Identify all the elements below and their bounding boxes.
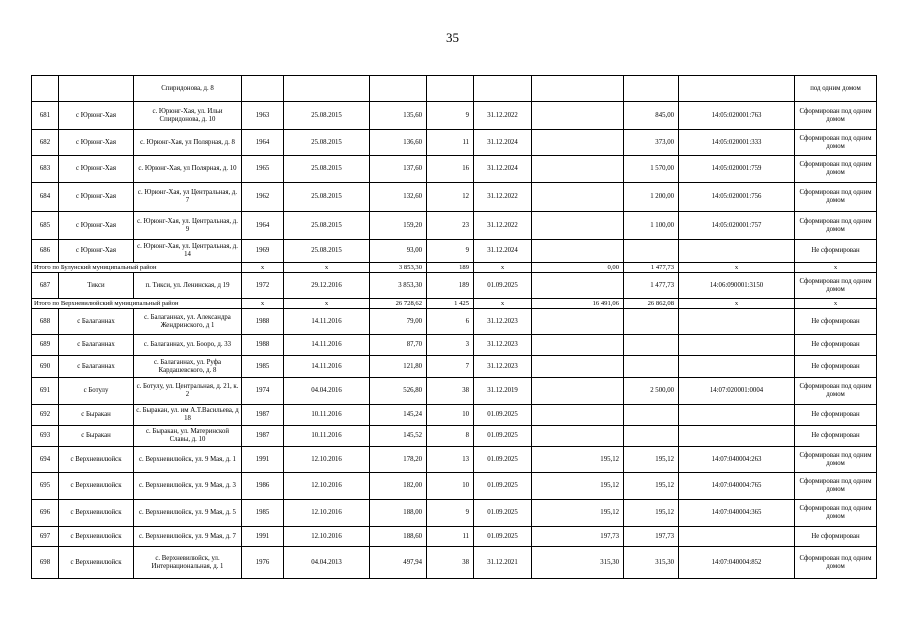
year-built: 1969 <box>242 240 284 263</box>
land-area <box>532 356 624 378</box>
settlement: с Верхневилюйск <box>59 500 134 527</box>
land-area: 16 491,06 <box>532 299 624 309</box>
area: 3 853,30 <box>370 263 427 273</box>
residents: 9 <box>427 500 474 527</box>
plot-status: Не сформирован <box>795 309 877 335</box>
resettlement-date: 31.12.2024 <box>474 130 532 156</box>
area <box>370 76 427 102</box>
cadastral-number: x <box>679 263 795 273</box>
cadastral-number: 14:05:020001:757 <box>679 212 795 240</box>
plot-area: 195,12 <box>624 473 679 500</box>
address: Спиридонова, д. 8 <box>134 76 242 102</box>
plot-area <box>624 309 679 335</box>
land-area: 195,12 <box>532 473 624 500</box>
residents: 6 <box>427 309 474 335</box>
cadastral-number: x <box>679 299 795 309</box>
table-row <box>32 547 877 579</box>
plot-status: Не сформирован <box>795 335 877 356</box>
plot-status: Сформирован под одним домом <box>795 183 877 212</box>
resettlement-date: 31.12.2023 <box>474 356 532 378</box>
cadastral-number: 14:07:040004:852 <box>679 547 795 579</box>
resettlement-date: x <box>474 299 532 309</box>
resettlement-date <box>474 76 532 102</box>
settlement: с Балаганнах <box>59 335 134 356</box>
plot-area: 1 200,00 <box>624 183 679 212</box>
settlement: с Юрюнг-Хая <box>59 156 134 183</box>
area: 135,60 <box>370 102 427 130</box>
row-number: 691 <box>32 378 59 405</box>
residents: 38 <box>427 378 474 405</box>
settlement: Тикси <box>59 273 134 299</box>
row-number: 692 <box>32 405 59 426</box>
plot-area: 195,12 <box>624 447 679 473</box>
plot-status: Сформирован под одним домом <box>795 156 877 183</box>
land-area <box>532 309 624 335</box>
address: с. Ботулу, ул. Центральная, д. 21, к. 2 <box>134 378 242 405</box>
plot-status: Сформирован под одним домом <box>795 102 877 130</box>
resettlement-date: 31.12.2022 <box>474 212 532 240</box>
settlement: с Балаганнах <box>59 309 134 335</box>
table-body <box>32 76 877 579</box>
table-row <box>32 240 877 263</box>
table-row <box>32 212 877 240</box>
emergency-date: 25.08.2015 <box>284 156 370 183</box>
emergency-date: 25.08.2015 <box>284 102 370 130</box>
table-row <box>32 76 877 102</box>
resettlement-date: 01.09.2025 <box>474 447 532 473</box>
emergency-date: 14.11.2016 <box>284 356 370 378</box>
area: 3 853,30 <box>370 273 427 299</box>
plot-area: 845,00 <box>624 102 679 130</box>
residents: 10 <box>427 473 474 500</box>
plot-area: 1 477,73 <box>624 273 679 299</box>
plot-status: x <box>795 299 877 309</box>
emergency-date: 25.08.2015 <box>284 240 370 263</box>
land-area <box>532 156 624 183</box>
address: с. Юрюнг-Хая, ул Полярная, д. 10 <box>134 156 242 183</box>
cadastral-number: 14:05:020001:756 <box>679 183 795 212</box>
cadastral-number <box>679 527 795 547</box>
total-label: Итого по Булунский муниципальный район <box>32 263 242 273</box>
emergency-date: 29.12.2016 <box>284 273 370 299</box>
plot-status: Сформирован под одним домом <box>795 447 877 473</box>
residents: 7 <box>427 356 474 378</box>
emergency-date: x <box>284 263 370 273</box>
address: с. Юрюнг-Хая, ул. Центральная, д. 14 <box>134 240 242 263</box>
row-number: 698 <box>32 547 59 579</box>
total-row <box>32 299 877 309</box>
address: с. Быракан, ул. им А.Т.Васильева, д 18 <box>134 405 242 426</box>
plot-area: 2 500,00 <box>624 378 679 405</box>
plot-status: Сформирован под одним домом <box>795 212 877 240</box>
residents: 13 <box>427 447 474 473</box>
settlement: с Ботулу <box>59 378 134 405</box>
plot-status: Сформирован под одним домом <box>795 273 877 299</box>
land-area <box>532 102 624 130</box>
cadastral-number <box>679 356 795 378</box>
year-built: 1965 <box>242 156 284 183</box>
year-built: 1988 <box>242 309 284 335</box>
area: 188,60 <box>370 527 427 547</box>
cadastral-number <box>679 426 795 447</box>
address: п. Тикси, ул. Ленинская, д 19 <box>134 273 242 299</box>
emergency-date: 14.11.2016 <box>284 335 370 356</box>
plot-area <box>624 426 679 447</box>
plot-area: 1 100,00 <box>624 212 679 240</box>
table-row <box>32 130 877 156</box>
table-row <box>32 447 877 473</box>
plot-status: Сформирован под одним домом <box>795 500 877 527</box>
cadastral-number: 14:07:020001:0004 <box>679 378 795 405</box>
resettlement-date: 01.09.2025 <box>474 405 532 426</box>
residents: 16 <box>427 156 474 183</box>
resettlement-date: 01.09.2025 <box>474 527 532 547</box>
row-number: 697 <box>32 527 59 547</box>
resettlement-date: 01.09.2025 <box>474 473 532 500</box>
emergency-date: 12.10.2016 <box>284 527 370 547</box>
row-number: 688 <box>32 309 59 335</box>
year-built: 1985 <box>242 500 284 527</box>
residents: 8 <box>427 426 474 447</box>
row-number: 696 <box>32 500 59 527</box>
area: 121,80 <box>370 356 427 378</box>
cadastral-number: 14:06:090001:3150 <box>679 273 795 299</box>
land-area <box>532 378 624 405</box>
land-area <box>532 273 624 299</box>
area: 497,94 <box>370 547 427 579</box>
cadastral-number <box>679 240 795 263</box>
plot-status: Не сформирован <box>795 426 877 447</box>
residents: 11 <box>427 527 474 547</box>
land-area <box>532 240 624 263</box>
emergency-date: 25.08.2015 <box>284 130 370 156</box>
year-built: 1986 <box>242 473 284 500</box>
resettlement-date: 31.12.2022 <box>474 183 532 212</box>
plot-area <box>624 76 679 102</box>
year-built: 1987 <box>242 405 284 426</box>
area: 87,70 <box>370 335 427 356</box>
residents: 1 425 <box>427 299 474 309</box>
plot-area: 1 477,73 <box>624 263 679 273</box>
settlement: с Верхневилюйск <box>59 547 134 579</box>
table-row <box>32 356 877 378</box>
row-number: 693 <box>32 426 59 447</box>
resettlement-date: 31.12.2021 <box>474 547 532 579</box>
address: с. Балаганнах, ул. Александра Жендринского, д 1 <box>134 309 242 335</box>
address: с. Верхневилюйск, ул. 9 Мая, д. 5 <box>134 500 242 527</box>
area: 145,24 <box>370 405 427 426</box>
area: 137,60 <box>370 156 427 183</box>
area: 79,00 <box>370 309 427 335</box>
row-number <box>32 76 59 102</box>
settlement: с Верхневилюйск <box>59 527 134 547</box>
total-label: Итого по Верхневилюйский муниципальный район <box>32 299 242 309</box>
residents: 189 <box>427 263 474 273</box>
area: 178,20 <box>370 447 427 473</box>
address: с. Быракан, ул. Материнской Славы, д. 10 <box>134 426 242 447</box>
plot-area <box>624 335 679 356</box>
area: 93,00 <box>370 240 427 263</box>
settlement: с Быракан <box>59 426 134 447</box>
settlement: с Юрюнг-Хая <box>59 102 134 130</box>
year-built: 1964 <box>242 212 284 240</box>
emergency-date: 10.11.2016 <box>284 405 370 426</box>
year-built: 1985 <box>242 356 284 378</box>
settlement: с Юрюнг-Хая <box>59 240 134 263</box>
resettlement-date: 01.09.2025 <box>474 426 532 447</box>
area: 132,60 <box>370 183 427 212</box>
table-row <box>32 405 877 426</box>
address: с. Балаганнах, ул. Руфа Кардашевского, д. 8 <box>134 356 242 378</box>
cadastral-number: 14:05:020001:333 <box>679 130 795 156</box>
row-number: 690 <box>32 356 59 378</box>
row-number: 687 <box>32 273 59 299</box>
table-row <box>32 527 877 547</box>
area: 526,80 <box>370 378 427 405</box>
row-number: 695 <box>32 473 59 500</box>
address: с. Юрюнг-Хая, ул Полярная, д. 8 <box>134 130 242 156</box>
plot-status: Не сформирован <box>795 405 877 426</box>
year-built: 1988 <box>242 335 284 356</box>
land-area <box>532 335 624 356</box>
area: 136,60 <box>370 130 427 156</box>
residents: 3 <box>427 335 474 356</box>
plot-area: 373,00 <box>624 130 679 156</box>
area: 188,00 <box>370 500 427 527</box>
settlement: с Балаганнах <box>59 356 134 378</box>
cadastral-number: 14:07:040004:765 <box>679 473 795 500</box>
settlement: с Юрюнг-Хая <box>59 183 134 212</box>
year-built: 1974 <box>242 378 284 405</box>
plot-status: Сформирован под одним домом <box>795 547 877 579</box>
emergency-date: 04.04.2013 <box>284 547 370 579</box>
residents: 10 <box>427 405 474 426</box>
address: с. Юрюнг-Хая, ул. Центральная, д. 9 <box>134 212 242 240</box>
table-row <box>32 309 877 335</box>
address: с. Верхневилюйск, ул. Интернациональная, д. 1 <box>134 547 242 579</box>
address: с. Верхневилюйск, ул. 9 Мая, д. 3 <box>134 473 242 500</box>
year-built: x <box>242 263 284 273</box>
page-number: 35 <box>446 30 459 45</box>
table-row <box>32 426 877 447</box>
plot-status: Не сформирован <box>795 240 877 263</box>
resettlement-date: 31.12.2023 <box>474 309 532 335</box>
row-number: 686 <box>32 240 59 263</box>
resettlement-date: 31.12.2023 <box>474 335 532 356</box>
residents: 38 <box>427 547 474 579</box>
settlement: с Верхневилюйск <box>59 447 134 473</box>
residents: 189 <box>427 273 474 299</box>
emergency-date: 25.08.2015 <box>284 212 370 240</box>
land-area <box>532 183 624 212</box>
area: 145,52 <box>370 426 427 447</box>
land-area <box>532 426 624 447</box>
settlement: с Юрюнг-Хая <box>59 212 134 240</box>
settlement: с Юрюнг-Хая <box>59 130 134 156</box>
residents: 9 <box>427 240 474 263</box>
area: 159,20 <box>370 212 427 240</box>
area: 182,00 <box>370 473 427 500</box>
address: с. Юрюнг-Хая, ул Центральная, д. 7 <box>134 183 242 212</box>
total-row <box>32 263 877 273</box>
emergency-date: 04.04.2016 <box>284 378 370 405</box>
row-number: 683 <box>32 156 59 183</box>
cadastral-number: 14:05:020001:763 <box>679 102 795 130</box>
address: с. Юрюнг-Хая, ул. Ильи Спиридонова, д. 10 <box>134 102 242 130</box>
row-number: 685 <box>32 212 59 240</box>
row-number: 694 <box>32 447 59 473</box>
table-row <box>32 273 877 299</box>
cadastral-number <box>679 76 795 102</box>
year-built: 1991 <box>242 527 284 547</box>
residents <box>427 76 474 102</box>
year-built: 1963 <box>242 102 284 130</box>
residents: 12 <box>427 183 474 212</box>
resettlement-date: 31.12.2022 <box>474 102 532 130</box>
land-area: 195,12 <box>532 447 624 473</box>
table-row <box>32 473 877 500</box>
residents: 23 <box>427 212 474 240</box>
cadastral-number: 14:07:040004:263 <box>679 447 795 473</box>
emergency-date: 12.10.2016 <box>284 447 370 473</box>
residents: 11 <box>427 130 474 156</box>
land-area <box>532 405 624 426</box>
resettlement-date: 31.12.2019 <box>474 378 532 405</box>
land-area <box>532 212 624 240</box>
year-built: 1972 <box>242 273 284 299</box>
emergency-date <box>284 76 370 102</box>
land-area: 0,00 <box>532 263 624 273</box>
year-built <box>242 76 284 102</box>
plot-area <box>624 240 679 263</box>
emergency-date: 12.10.2016 <box>284 473 370 500</box>
resettlement-date: 01.09.2025 <box>474 273 532 299</box>
plot-status: Сформирован под одним домом <box>795 473 877 500</box>
land-area: 195,12 <box>532 500 624 527</box>
emergency-date: 25.08.2015 <box>284 183 370 212</box>
plot-status: под одним домом <box>795 76 877 102</box>
row-number: 682 <box>32 130 59 156</box>
housing-registry-table <box>31 75 877 579</box>
cadastral-number <box>679 405 795 426</box>
settlement: с Быракан <box>59 405 134 426</box>
table-row <box>32 156 877 183</box>
row-number: 689 <box>32 335 59 356</box>
plot-area: 315,30 <box>624 547 679 579</box>
address: с. Верхневилюйск, ул. 9 Мая, д. 1 <box>134 447 242 473</box>
table-row <box>32 335 877 356</box>
row-number: 684 <box>32 183 59 212</box>
plot-area <box>624 356 679 378</box>
table-row <box>32 102 877 130</box>
plot-area: 26 862,08 <box>624 299 679 309</box>
plot-area <box>624 405 679 426</box>
resettlement-date: 31.12.2024 <box>474 156 532 183</box>
row-number: 681 <box>32 102 59 130</box>
table-row <box>32 500 877 527</box>
table-row <box>32 183 877 212</box>
cadastral-number: 14:07:040004:365 <box>679 500 795 527</box>
cadastral-number: 14:05:020001:759 <box>679 156 795 183</box>
area: 26 728,62 <box>370 299 427 309</box>
plot-status: Сформирован под одним домом <box>795 378 877 405</box>
settlement <box>59 76 134 102</box>
year-built: 1976 <box>242 547 284 579</box>
year-built: 1962 <box>242 183 284 212</box>
plot-area: 197,73 <box>624 527 679 547</box>
address: с. Балаганнах, ул. Бооро, д. 33 <box>134 335 242 356</box>
resettlement-date: 31.12.2024 <box>474 240 532 263</box>
table-row <box>32 378 877 405</box>
resettlement-date: 01.09.2025 <box>474 500 532 527</box>
resettlement-date: x <box>474 263 532 273</box>
plot-status: Не сформирован <box>795 527 877 547</box>
residents: 9 <box>427 102 474 130</box>
year-built: 1987 <box>242 426 284 447</box>
cadastral-number <box>679 335 795 356</box>
land-area <box>532 130 624 156</box>
year-built: x <box>242 299 284 309</box>
land-area <box>532 76 624 102</box>
year-built: 1991 <box>242 447 284 473</box>
plot-area: 1 570,00 <box>624 156 679 183</box>
emergency-date: 12.10.2016 <box>284 500 370 527</box>
address: с. Верхневилюйск, ул. 9 Мая, д. 7 <box>134 527 242 547</box>
emergency-date: 14.11.2016 <box>284 309 370 335</box>
settlement: с Верхневилюйск <box>59 473 134 500</box>
emergency-date: x <box>284 299 370 309</box>
emergency-date: 10.11.2016 <box>284 426 370 447</box>
cadastral-number <box>679 309 795 335</box>
plot-area: 195,12 <box>624 500 679 527</box>
land-area: 315,30 <box>532 547 624 579</box>
plot-status: x <box>795 263 877 273</box>
plot-status: Не сформирован <box>795 356 877 378</box>
year-built: 1964 <box>242 130 284 156</box>
plot-status: Сформирован под одним домом <box>795 130 877 156</box>
land-area: 197,73 <box>532 527 624 547</box>
